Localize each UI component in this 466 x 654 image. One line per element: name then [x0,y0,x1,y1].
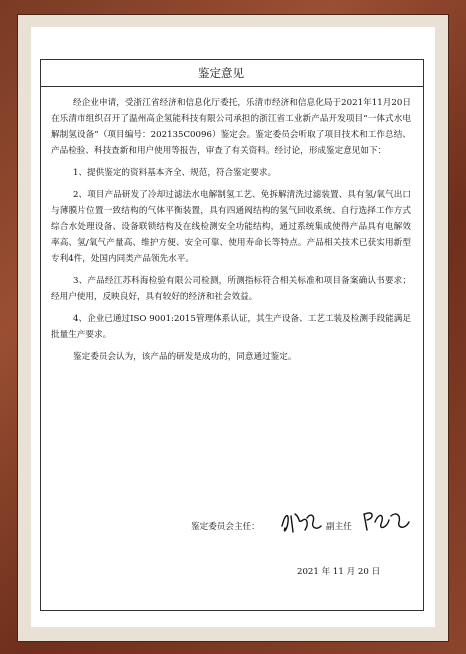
opinion-body [41,87,423,365]
paragraph-intro: 经企业申请，受浙江省经济和信息化厅委托，乐清市经济和信息化局于2021年11月20日在乐清市组织召开了温州高企氢能科技有限公司承担的浙江省工业新产品开发项目“一体式水电解制氢设备”（项目编号：202135C0096）鉴定会。鉴定委员会听取了项目技术和工作总结、产品检验、科技查新和用户使用等报告，审查了有关资料。经讨论，形成鉴定意见如下： [51,98,411,156]
paragraph-item-3: 3、产品经江苏科海检验有限公司检测，所测指标符合相关标准和项目备案确认书要求；经用户使用，反映良好，具有较好的经济和社会效益。 [51,276,411,302]
paragraph-item-4: 4、企业已通过ISO 9001:2015管理体系认证，其生产设备、工艺工装及检测手段能满足批量生产要求。 [51,314,411,340]
paragraph-conclusion: 鉴定委员会认为，该产品的研发是成功的，同意通过鉴定。 [73,352,297,362]
chair-signature-icon [279,508,325,538]
vice-chair-signature-icon [361,506,411,536]
chair-label: 鉴定委员会主任： [191,522,260,532]
paragraph-item-2: 2、项目产品研发了冷却过滤法水电解制氢工艺、免拆解清洗过滤装置、具有氢/氧气出口与薄膜片位置一致结构的气体平衡装置，具有四通阀结构的氢气回收系统、自行选择工作方式综合水处理设备、设备联锁结构及在线检测安全功能结构，通过系统集成使得产品具有电解效率高、氢/氧气产量高、维护方便、安全可靠、使用寿命长等特点。产品相关技术已获实用新型专利4件，处国内同类产品领先水平。 [51,190,411,264]
document-paper [31,27,435,627]
vice-chair-label: 副主任 [326,522,352,532]
document-date: 2021 年 11 月 20 日 [297,567,381,577]
paragraph-item-1: 1、提供鉴定的资料基本齐全、规范，符合鉴定要求。 [73,168,277,178]
document-title: 鉴定意见 [41,60,423,87]
opinion-table [40,59,424,611]
signature-area [41,508,423,568]
